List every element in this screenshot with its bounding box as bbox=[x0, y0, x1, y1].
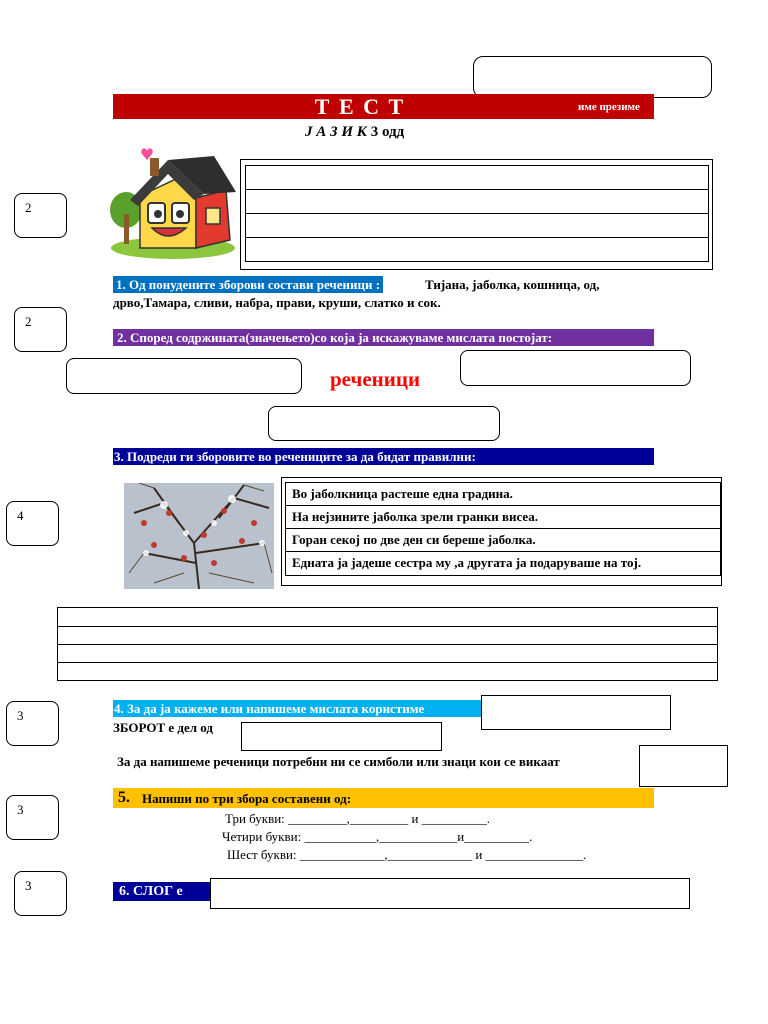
apple-tree-photo bbox=[124, 483, 274, 589]
task5-row-2-label: Четири букви: bbox=[222, 829, 302, 844]
score-box-4: 3 bbox=[6, 701, 59, 746]
task2-center-word: реченици bbox=[330, 367, 421, 391]
task6-answer-box[interactable] bbox=[210, 878, 690, 909]
score-box-1: 2 bbox=[14, 193, 67, 238]
task4-label: 4. За да ја кажеме или напишеме мислата користиме bbox=[113, 700, 481, 717]
task2-answer-box-bottom[interactable] bbox=[268, 406, 500, 441]
task3-sentence-3: Горан секој по две ден си береше јаболка. bbox=[286, 529, 720, 552]
task4-answer-box-2[interactable] bbox=[241, 722, 442, 751]
task3-answer-lines[interactable] bbox=[57, 607, 718, 681]
task5-row-1-label: Три букви: bbox=[225, 811, 285, 826]
task5-row-2-blanks[interactable]: ___________,____________и__________. bbox=[304, 829, 533, 844]
task2-answer-box-right[interactable] bbox=[460, 350, 691, 386]
score-box-6: 3 bbox=[14, 871, 67, 916]
house-illustration bbox=[108, 148, 238, 263]
task4-line2: ЗБОРОТ е дел од bbox=[113, 720, 213, 735]
task5-number: 5. bbox=[118, 789, 130, 806]
subject-line bbox=[305, 122, 404, 142]
test-title: Т Е С Т bbox=[314, 94, 406, 119]
task1-label: 1. Од понудените зборови состави реченици : bbox=[113, 276, 383, 293]
task3-sentence-1: Во јаболкница растеше една градина. bbox=[286, 483, 720, 506]
task3-sentence-table bbox=[285, 482, 721, 576]
task3-sentence-4: Едната ја јадеше сестра му ,а другата ја подаруваше на тој. bbox=[292, 555, 642, 570]
task5-header-bar bbox=[113, 788, 654, 808]
grade-label: 3 одд bbox=[370, 124, 405, 140]
score-box-5: 3 bbox=[6, 795, 59, 840]
task1-answer-lines[interactable] bbox=[245, 165, 709, 262]
task1-words-line1: Тијана, јаболка, кошница, од, bbox=[425, 277, 600, 292]
task1-words-line2: дрво,Тамара, сливи, набра, прави, круши, слатко и сок. bbox=[113, 295, 441, 310]
name-label: име презиме bbox=[578, 101, 640, 113]
task5-row-3-blanks[interactable]: _____________,_____________ и _______________. bbox=[299, 847, 587, 862]
task5-label: Напиши по три збора составени од: bbox=[142, 791, 352, 806]
name-input-box[interactable] bbox=[473, 56, 712, 98]
subject-name: Ј А З И К bbox=[305, 124, 367, 140]
task3-sentence-2: На нејзините јаболка зрели гранки висеа. bbox=[286, 506, 720, 529]
score-box-2: 2 bbox=[14, 307, 67, 352]
task5-row-1 bbox=[225, 810, 490, 827]
score-box-3: 4 bbox=[6, 501, 59, 546]
task4-answer-box-1[interactable] bbox=[481, 695, 671, 730]
task5-row-3 bbox=[227, 846, 586, 863]
task5-row-3-label: Шест букви: bbox=[227, 847, 297, 862]
task4-answer-box-3[interactable] bbox=[639, 745, 728, 787]
task4-line3: За да напишеме реченици потребни ни се симболи или знаци кои се викаат bbox=[117, 754, 560, 769]
task2-label: 2. Според содржината(значењето)со која ја искажуваме мислата постојат: bbox=[113, 329, 654, 346]
task3-label: 3. Подреди ги зборовите во речениците за да бидат правилни: bbox=[113, 448, 654, 465]
task2-answer-box-left[interactable] bbox=[66, 358, 302, 394]
task6-label: 6. СЛОГ е bbox=[113, 882, 210, 901]
task5-row-2 bbox=[222, 828, 532, 845]
task5-row-1-blanks[interactable]: _________,_________ и __________. bbox=[288, 811, 491, 826]
